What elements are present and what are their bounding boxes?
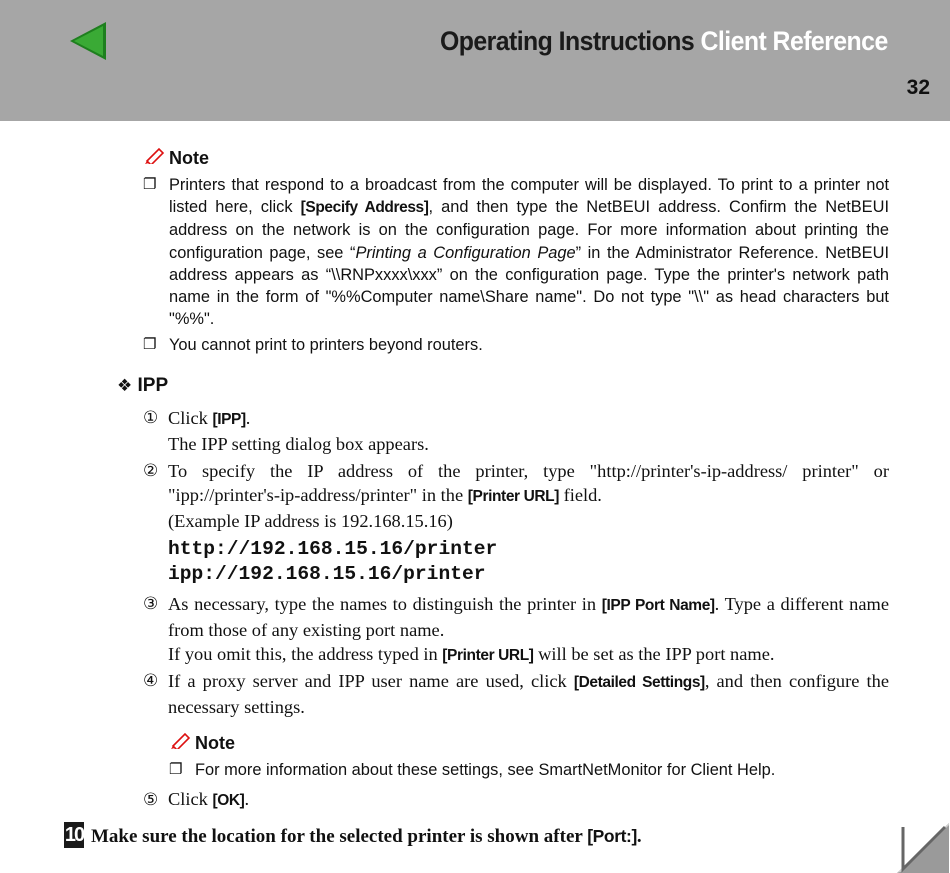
ok-keyword: [OK] [212, 792, 245, 809]
note-item-settings-help: For more information about these settings, see SmartNetMonitor for Client Help. [195, 761, 776, 779]
page-corner-next-icon[interactable] [897, 823, 949, 873]
checkbox-bullet-icon: ❐ [169, 760, 183, 778]
note-item-routers: You cannot print to printers beyond routers. [169, 336, 483, 354]
step-10-instruction: Make sure the location for the selected printer is shown after [Port:]. [91, 826, 642, 847]
green-triangle-back-icon[interactable] [68, 20, 108, 62]
pencil-note-icon [170, 731, 192, 749]
step-number-1: ① [143, 408, 159, 428]
document-title [440, 26, 888, 57]
specify-address-keyword: [Specify Address] [300, 199, 429, 217]
step-number-2: ② [143, 461, 159, 481]
ipp-keyword: [IPP] [212, 411, 246, 428]
detailed-settings-keyword: [Detailed Settings] [573, 674, 705, 691]
diamond-bullet-icon: ❖ [117, 376, 133, 396]
step-number-10: 10 [64, 824, 84, 846]
note-item-broadcast: Printers that respond to a broadcast from the computer will be displayed. To print to a printer not listed here, click [Specify Address], and then type the NetBEUI address. Confirm the NetBEUI address on the network is on the configuration page. For more information about printing the configuration page, see “Printing a Configuration Page” in the Administrator Reference. NetBEUI address appears as “\\RNPxxxx\xxx” on the configuration page. Type the printer's network path name in the form of "%%Computer name\Share name". Do not type "\\" as head characters but "%%". [169, 176, 890, 329]
step-4: If a proxy server and IPP user name are used, click [Detailed Settings], and then configure the necessary settings. [168, 671, 889, 717]
note-heading: Note [169, 148, 209, 168]
step-number-4: ④ [143, 671, 159, 691]
title-sub: Client Reference [700, 26, 888, 56]
step-number-3: ③ [143, 594, 159, 614]
step-2: To specify the IP address of the printer, type "http://printer's-ip-address/ printer" or "ipp://printer's-ip-address/printer" in the [Printer URL] field. (Example IP address is 192.168.15.16) [168, 461, 889, 531]
checkbox-bullet-icon: ❐ [143, 175, 157, 193]
step-number-5: ⑤ [143, 790, 159, 810]
page-number: 32 [906, 76, 930, 99]
printer-url-keyword: [Printer URL] [442, 647, 534, 664]
pencil-note-icon [144, 146, 166, 164]
port-keyword: [Port:] [587, 826, 637, 846]
ipp-section-heading: ❖ IPP [117, 375, 169, 396]
note-heading: Note [195, 733, 235, 753]
step-5: Click [OK]. [168, 789, 250, 809]
printer-url-keyword: [Printer URL] [467, 488, 559, 505]
checkbox-bullet-icon: ❐ [143, 335, 157, 353]
step-3: As necessary, type the names to distinguish the printer in [IPP Port Name]. Type a different name from those of any existing port name. If you omit this, the address typed in [Printer URL] will be set as the IPP port name. [168, 594, 889, 664]
page-header [0, 0, 950, 121]
config-page-reference: Printing a Configuration Page [355, 243, 576, 262]
code-line-http: http://192.168.15.16/printer [168, 538, 498, 560]
title-main: Operating Instructions [440, 26, 695, 56]
step-1: Click [IPP]. The IPP setting dialog box appears. [168, 408, 429, 454]
code-line-ipp: ipp://192.168.15.16/printer [168, 563, 486, 585]
ipp-port-name-keyword: [IPP Port Name] [601, 597, 715, 614]
